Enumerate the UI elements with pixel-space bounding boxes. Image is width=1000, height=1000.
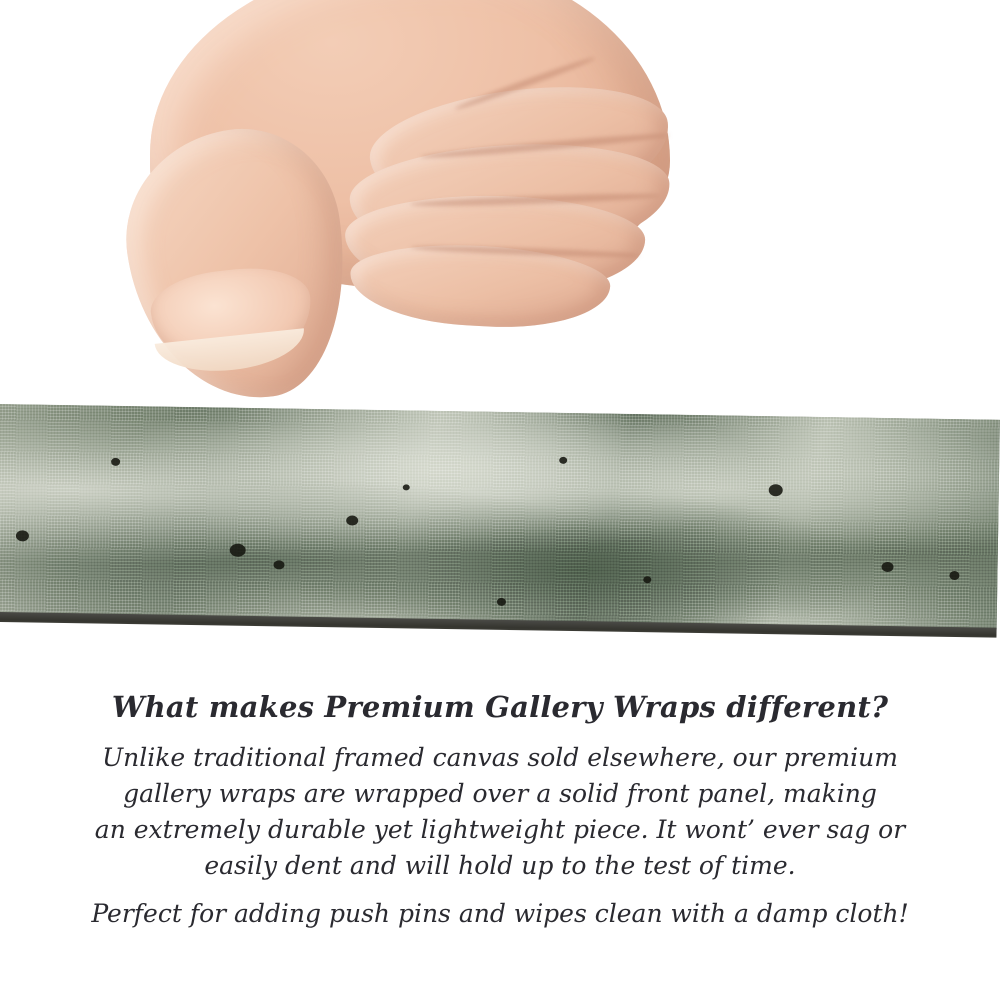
gallery-wrap-canvas-strip (0, 404, 1000, 638)
canvas-speck (949, 571, 959, 580)
canvas-speck (16, 530, 29, 541)
caption-line: an extremely durable yet lightweight piece. It wont’ ever sag or (94, 815, 906, 844)
caption-closing-line: Perfect for adding push pins and wipes clean with a damp cloth! (91, 899, 909, 928)
canvas-speck (643, 576, 651, 583)
caption-line: easily dent and will hold up to the test of time. (204, 851, 796, 880)
caption-line: Unlike traditional framed canvas sold elsewhere, our premium (102, 743, 898, 772)
canvas-speck (346, 515, 358, 525)
canvas-speck (403, 484, 410, 490)
canvas-speck (273, 560, 284, 569)
canvas-weave-texture (0, 404, 1000, 630)
caption-body (0, 740, 1000, 884)
canvas-speck (881, 562, 893, 572)
caption-block (0, 690, 1000, 932)
caption-line: gallery wraps are wrapped over a solid front panel, making (123, 779, 877, 808)
canvas-speck (230, 544, 246, 557)
canvas-speck (559, 457, 567, 464)
caption-title: What makes Premium Gallery Wraps different? (111, 690, 889, 724)
canvas-speck (497, 598, 506, 606)
canvas-speck (769, 484, 783, 496)
hand-illustration (120, 0, 680, 430)
